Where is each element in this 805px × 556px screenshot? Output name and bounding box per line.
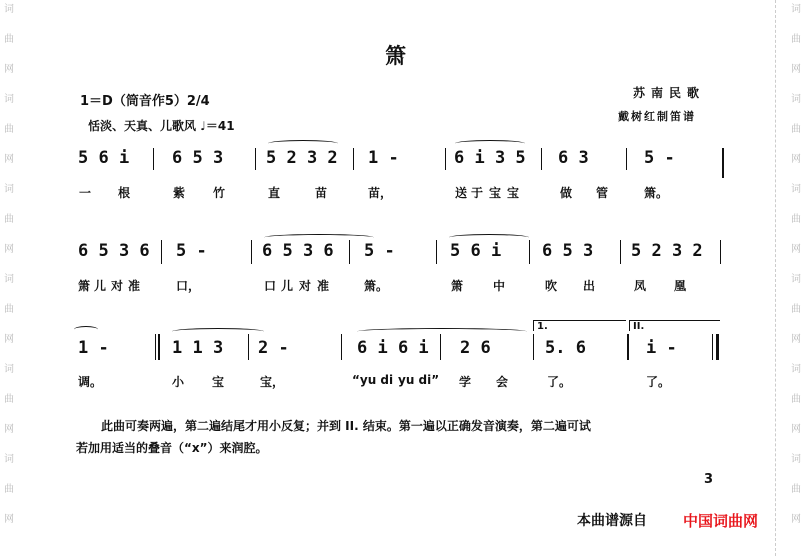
watermark-char: 词 — [791, 4, 801, 15]
measure: 5 2 3 2 — [631, 241, 703, 261]
source-label: 本曲谱源自 — [577, 513, 647, 529]
watermark-char: 网 — [791, 334, 801, 345]
watermark-char: 词 — [791, 364, 801, 375]
lyric: 凤 — [634, 279, 647, 293]
song-origin: 苏南民歌 — [633, 86, 706, 100]
watermark-char: 曲 — [791, 394, 801, 405]
lyric: 直 — [268, 186, 281, 200]
lyric: 对 — [111, 279, 124, 293]
barline — [529, 240, 530, 264]
lyric: 儿 — [281, 279, 294, 293]
barline — [626, 148, 627, 170]
barline — [720, 240, 721, 264]
lyric: 做 — [560, 186, 573, 200]
measure: 6 5 3 — [542, 241, 594, 261]
tie-slur — [74, 326, 98, 333]
lyric: 了。 — [646, 375, 671, 389]
measure: i - — [646, 338, 677, 358]
barline — [341, 334, 342, 360]
measure: 6 i 3 5 — [454, 148, 526, 168]
lyric: yu di” — [398, 373, 440, 387]
barline — [349, 240, 350, 264]
barline — [722, 148, 724, 178]
watermark-char: 网 — [4, 244, 14, 255]
measure: 5 - — [364, 241, 395, 261]
watermark-char: 网 — [791, 514, 801, 525]
lyric: 儿 — [94, 279, 107, 293]
watermark-char: 词 — [4, 364, 14, 375]
lyric: 口 — [264, 279, 277, 293]
barline — [712, 334, 713, 360]
tie-slur — [264, 234, 374, 241]
repeat-start-bar — [158, 334, 160, 360]
lyric: 管 — [596, 186, 609, 200]
watermark-char: 曲 — [791, 484, 801, 495]
watermark-char: 曲 — [791, 304, 801, 315]
barline — [353, 148, 354, 170]
lyric: 吹 — [545, 279, 558, 293]
barline — [533, 334, 534, 360]
final-bar — [716, 334, 719, 360]
lyric: 宝 — [489, 186, 502, 200]
lyric: 出 — [583, 279, 596, 293]
lyric: 紫 — [173, 186, 186, 200]
watermark-left — [2, 4, 16, 544]
measure: 1 - — [78, 338, 109, 358]
tie-slur — [268, 140, 338, 147]
measure: 6 5 3 6 — [78, 241, 150, 261]
lyric: 会 — [496, 375, 509, 389]
watermark-char: 词 — [4, 94, 14, 105]
lyric: 调。 — [78, 375, 103, 389]
watermark-char: 网 — [791, 64, 801, 75]
site-name-link[interactable]: 中国词曲网 — [683, 512, 759, 530]
watermark-char: 词 — [791, 274, 801, 285]
barline — [161, 240, 162, 264]
lyric: 一 — [79, 186, 92, 200]
lyric: 中 — [493, 279, 506, 293]
watermark-char: 网 — [791, 154, 801, 165]
lyric: 苗， — [368, 186, 393, 200]
watermark-char: 网 — [4, 154, 14, 165]
lyric: 送 — [455, 186, 468, 200]
tie-slur — [357, 328, 527, 335]
watermark-char: 曲 — [4, 124, 14, 135]
watermark-char: 曲 — [4, 394, 14, 405]
barline — [251, 240, 252, 264]
performance-note-line-2: 若加用适当的叠音（“x”）来润腔。 — [76, 441, 268, 455]
arranger-credit: 戴树红制笛谱 — [618, 110, 696, 123]
lyric: 于 — [471, 186, 484, 200]
measure: 6 3 — [558, 148, 589, 168]
lyric: 箫 — [78, 279, 91, 293]
measure: 2 - — [258, 338, 289, 358]
measure: 1 - — [368, 148, 399, 168]
barline — [436, 240, 437, 264]
lyric: “yu di — [352, 373, 394, 387]
watermark-char: 曲 — [791, 34, 801, 45]
watermark-char: 网 — [4, 424, 14, 435]
watermark-char: 词 — [4, 454, 14, 465]
measure: 6 5 3 — [172, 148, 224, 168]
barline — [620, 240, 621, 264]
key-signature: 1＝D（筒音作5）2/4 — [80, 94, 210, 109]
volta-label-2: II. — [633, 321, 645, 332]
measure: 2 6 — [460, 338, 491, 358]
watermark-char: 曲 — [4, 214, 14, 225]
lyric: 箫 — [451, 279, 464, 293]
performance-note-line-1: 此曲可奏两遍，第二遍结尾才用小反复；并到 II. 结束。第一遍以正确发音演奏，第二遍可试 — [101, 419, 591, 433]
lyric: 苗 — [315, 186, 328, 200]
lyric: 宝， — [260, 375, 285, 389]
watermark-char: 词 — [791, 454, 801, 465]
watermark-char: 网 — [791, 244, 801, 255]
watermark-char: 曲 — [4, 304, 14, 315]
watermark-char: 网 — [4, 334, 14, 345]
lyric: 箫。 — [644, 186, 669, 200]
watermark-char: 网 — [4, 514, 14, 525]
barline — [541, 148, 542, 170]
watermark-char: 词 — [4, 274, 14, 285]
volta-label-1: 1. — [537, 321, 548, 332]
barline — [155, 334, 156, 360]
watermark-char: 网 — [4, 64, 14, 75]
song-title: 箫 — [385, 44, 406, 68]
lyric: 小 — [172, 375, 185, 389]
lyric: 凰 — [674, 279, 687, 293]
lyric: 箫。 — [364, 279, 389, 293]
tempo-mood: 恬淡、天真、儿歌风 ♩＝41 — [88, 119, 235, 133]
barline — [445, 148, 446, 170]
watermark-char: 曲 — [4, 484, 14, 495]
watermark-right — [789, 4, 803, 544]
watermark-char: 曲 — [4, 34, 14, 45]
tie-slur — [455, 140, 525, 147]
lyric: 学 — [459, 375, 472, 389]
measure: 5 6 i — [450, 241, 502, 261]
lyric: 准 — [128, 279, 141, 293]
lyric: 竹 — [213, 186, 226, 200]
lyric: 对 — [299, 279, 312, 293]
measure: 5 2 3 2 — [266, 148, 338, 168]
lyric: 宝 — [507, 186, 520, 200]
lyric: 口， — [176, 279, 201, 293]
repeat-end-bar — [627, 334, 629, 360]
lyric: 宝 — [212, 375, 225, 389]
watermark-char: 网 — [791, 424, 801, 435]
tie-slur — [449, 234, 529, 241]
barline — [248, 334, 249, 360]
measure: 5 6 i — [78, 148, 130, 168]
tie-slur — [172, 328, 264, 335]
page-edge-line-right — [775, 0, 776, 556]
watermark-char: 词 — [791, 94, 801, 105]
lyric: 了。 — [547, 375, 572, 389]
watermark-char: 词 — [791, 184, 801, 195]
watermark-char: 词 — [4, 184, 14, 195]
page-number: 3 — [704, 472, 714, 487]
measure: 1 1 3 — [172, 338, 224, 358]
measure: 6 5 3 6 — [262, 241, 334, 261]
measure: 5 - — [176, 241, 207, 261]
barline — [255, 148, 256, 170]
measure: 5 - — [644, 148, 675, 168]
measure: 6 i 6 i — [357, 338, 429, 358]
barline — [440, 334, 441, 360]
lyric: 准 — [317, 279, 330, 293]
watermark-char: 曲 — [791, 124, 801, 135]
watermark-char: 词 — [4, 4, 14, 15]
measure: 5. 6 — [545, 338, 586, 358]
lyric: 根 — [118, 186, 131, 200]
watermark-char: 曲 — [791, 214, 801, 225]
barline — [153, 148, 154, 170]
